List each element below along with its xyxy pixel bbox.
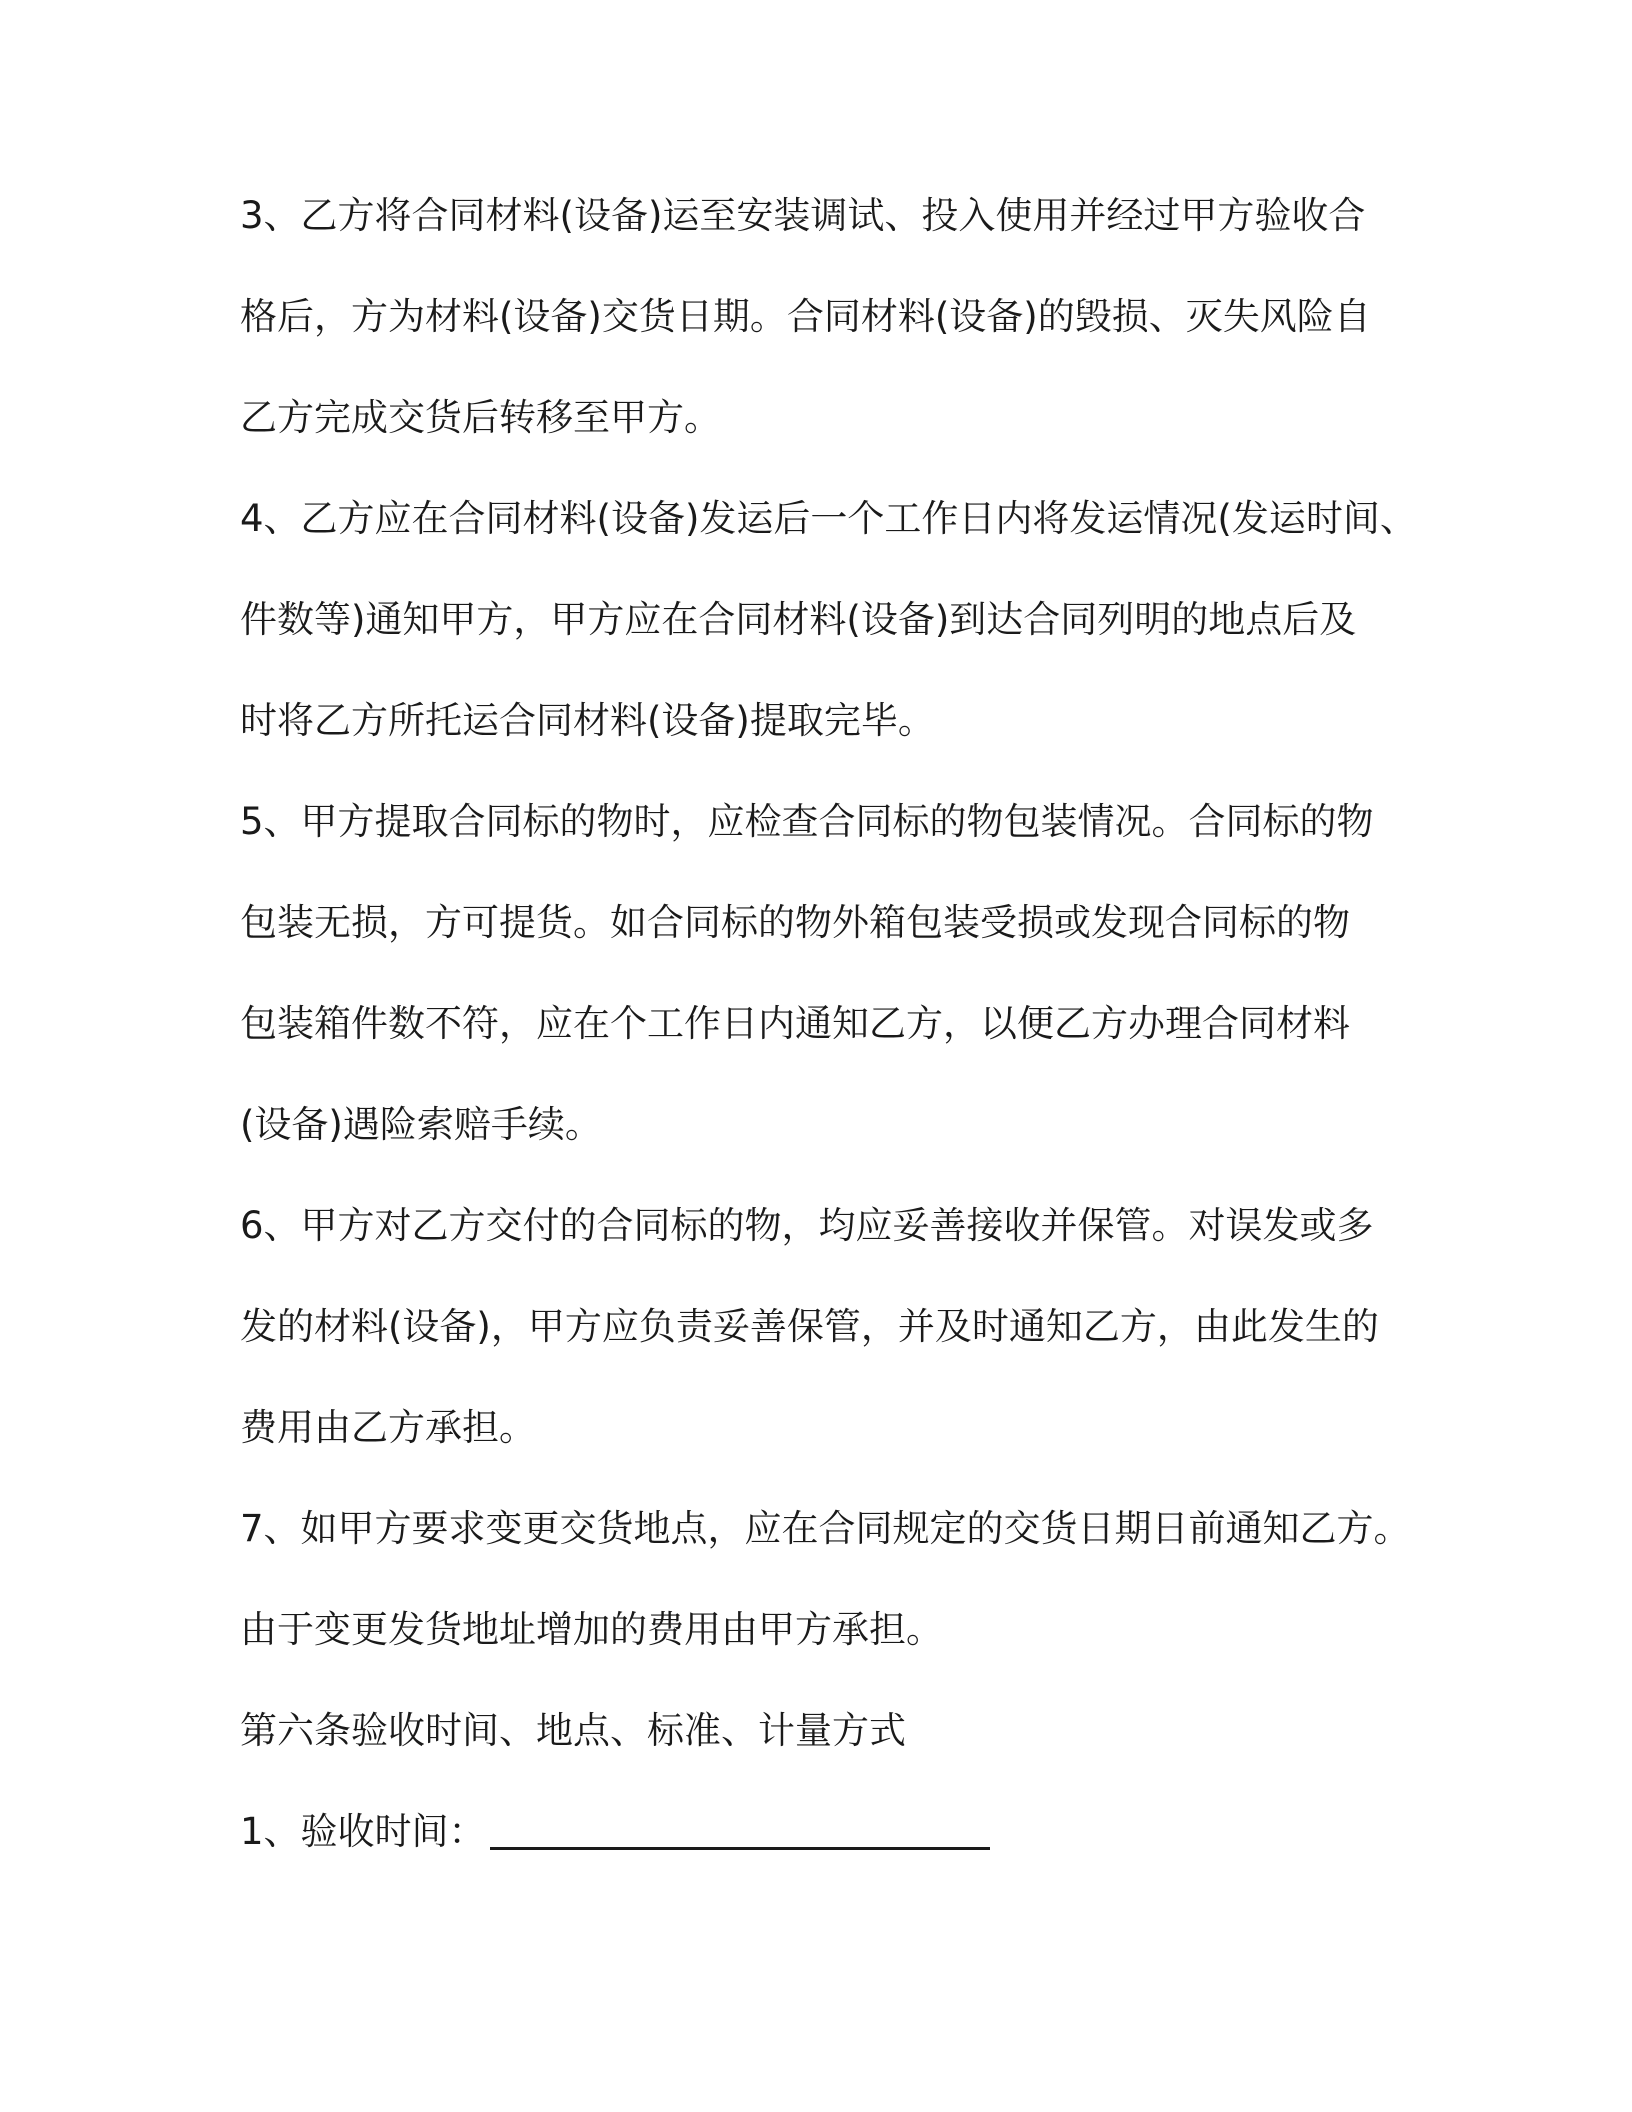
text-line: 由于变更发货地址增加的费用由甲方承担。 [240, 1608, 943, 1651]
acceptance-time-line [240, 1796, 1430, 1897]
section-heading: 第六条验收时间、地点、标准、计量方式 [240, 1709, 906, 1752]
text-line: 时将乙方所托运合同材料(设备)提取完毕。 [240, 699, 935, 742]
text-line: 件数等)通知甲方，甲方应在合同材料(设备)到达合同列明的地点后及 [240, 598, 1357, 641]
acceptance-time-label: 1、验收时间： [240, 1810, 486, 1853]
acceptance-time-blank [490, 1807, 990, 1850]
text-line: 发的材料(设备)，甲方应负责妥善保管，并及时通知乙方，由此发生的 [240, 1305, 1379, 1348]
text-line: 包装无损，方可提货。如合同标的物外箱包装受损或发现合同标的物 [240, 901, 1350, 944]
text-line: 3、乙方将合同材料(设备)运至安装调试、投入使用并经过甲方验收合 [240, 194, 1366, 237]
text-line: 格后，方为材料(设备)交货日期。合同材料(设备)的毁损、灭失风险自 [240, 295, 1371, 338]
text-line: 乙方完成交货后转移至甲方。 [240, 396, 721, 439]
text-line: 6、甲方对乙方交付的合同标的物，均应妥善接收并保管。对误发或多 [240, 1204, 1374, 1247]
text-line: (设备)遇险索赔手续。 [240, 1103, 602, 1146]
text-line: 5、甲方提取合同标的物时，应检查合同标的物包装情况。合同标的物 [240, 800, 1374, 843]
text-line: 包装箱件数不符，应在个工作日内通知乙方，以便乙方办理合同材料 [240, 1002, 1350, 1045]
document-body [240, 180, 1430, 1897]
text-line: 4、乙方应在合同材料(设备)发运后一个工作日内将发运情况(发运时间、 [240, 497, 1417, 540]
text-line: 7、如甲方要求变更交货地点，应在合同规定的交货日期日前通知乙方。 [240, 1507, 1411, 1550]
text-line: 费用由乙方承担。 [240, 1406, 536, 1449]
